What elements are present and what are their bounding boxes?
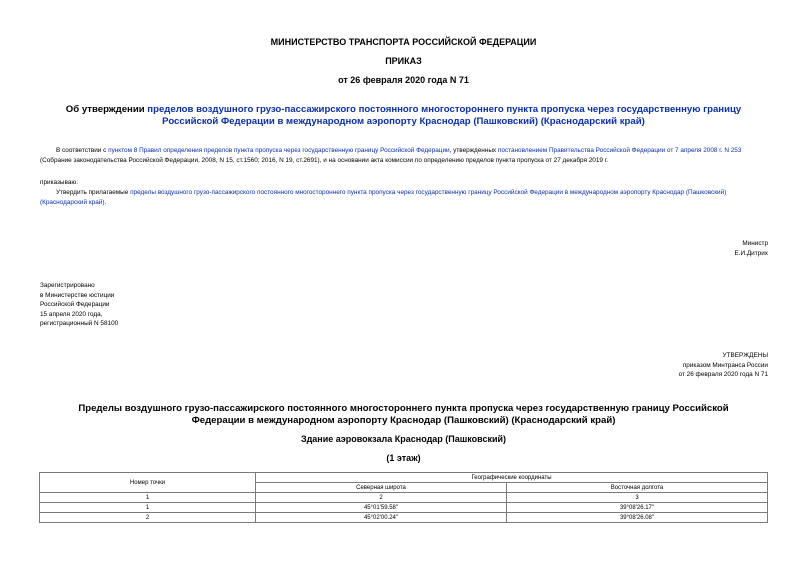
cell-longitude: 39°08'26.08" — [507, 513, 768, 523]
header-point-number: Номер точки — [40, 473, 256, 493]
registration-line-2: в Министерстве юстиции — [40, 291, 115, 299]
numbering-cell: 1 — [40, 493, 256, 503]
ministry-heading: МИНИСТЕРСТВО ТРАНСПОРТА РОССИЙСКОЙ ФЕДЕРАЦИИ — [270, 37, 537, 47]
signature-position: Министр — [742, 240, 768, 247]
numbering-cell: 2 — [256, 493, 507, 503]
cell-longitude: 39°08'26.17" — [507, 503, 768, 513]
annex-title: Пределы воздушного грузо-пассажирского постоянного многостороннего пункта пропуска через государственную границу Российской Федерации в международном аэропорту Краснодар (Пашковский) (Краснодарский край) — [78, 403, 729, 426]
order-text-1: Утвердить прилагаемые — [56, 189, 131, 196]
registration-line-1: Зарегистрировано — [40, 282, 95, 289]
cell-point: 1 — [40, 503, 256, 513]
order-word: приказываю: — [40, 179, 78, 186]
table-numbering-row — [40, 493, 768, 503]
numbering-cell: 3 — [507, 493, 768, 503]
registration-line-3: Российской Федерации — [40, 301, 110, 308]
order-text-2: . — [104, 198, 107, 206]
title-link[interactable]: пределов воздушного грузо-пассажирского постоянного многостороннего пункта пропуска через государственную границу Российской Федерации в международном аэропорту Краснодар (Пашковский) (Краснодарский край) — [147, 104, 742, 127]
cell-point: 2 — [40, 513, 256, 523]
order-paragraph — [40, 188, 768, 207]
title-prefix: Об утверждении — [65, 104, 148, 115]
approved-line-2: приказом Минтранса России — [682, 361, 768, 369]
registration-block — [40, 281, 118, 329]
preamble — [40, 146, 768, 165]
annex-floor: (1 этаж) — [386, 453, 421, 463]
approved-line-3: от 26 февраля 2020 года N 71 — [678, 371, 768, 378]
document-title — [40, 104, 767, 128]
approved-line-1: УТВЕРЖДЕНЫ — [722, 352, 768, 359]
registration-line-4: 15 апреля 2020 года, — [40, 310, 103, 318]
table-header-row — [40, 473, 768, 483]
preamble-text-2: , утвержденных — [449, 147, 498, 154]
table-row — [40, 503, 768, 513]
approved-block — [520, 351, 768, 380]
doc-date-number: от 26 февраля 2020 года N 71 — [338, 75, 469, 85]
header-latitude: Северная широта — [256, 483, 507, 493]
preamble-text-3: (Собрание законодательства Российской Федерации, 2008, N 15, ст.1560; 2016, N 19, ст.2691), и на основании акта комиссии по определению пределов пункта пропуска от 27 декабря 2019 г. — [40, 156, 609, 164]
order-link-limits[interactable]: пределы воздушного грузо-пассажирского постоянного многостороннего пункта пропуска через государственную границу Российской Федерации в международном аэропорту Краснодар (Пашковский) (Краснодарский край) — [40, 189, 727, 206]
cell-latitude: 45°02'00.24" — [256, 513, 507, 523]
coordinates-table — [39, 472, 768, 523]
preamble-text-1: В соответствии с — [56, 147, 109, 154]
header-longitude: Восточная долгота — [507, 483, 768, 493]
table-row — [40, 513, 768, 523]
cell-latitude: 45°01'59.58" — [256, 503, 507, 513]
preamble-link-rules[interactable]: пунктом 8 Правил определения пределов пункта пропуска через государственную границу Российской Федерации — [108, 147, 450, 154]
preamble-link-decree[interactable]: постановлением Правительства Российской Федерации от 7 апреля 2008 г. N 253 — [497, 147, 742, 154]
doc-type: ПРИКАЗ — [385, 56, 422, 66]
signature-name: Е.И.Дитрих — [734, 250, 768, 257]
annex-building: Здание аэровокзала Краснодар (Пашковский) — [300, 434, 507, 444]
registration-line-5: регистрационный N 58100 — [40, 320, 119, 327]
header-geo-coordinates: Географические координаты — [256, 473, 768, 483]
